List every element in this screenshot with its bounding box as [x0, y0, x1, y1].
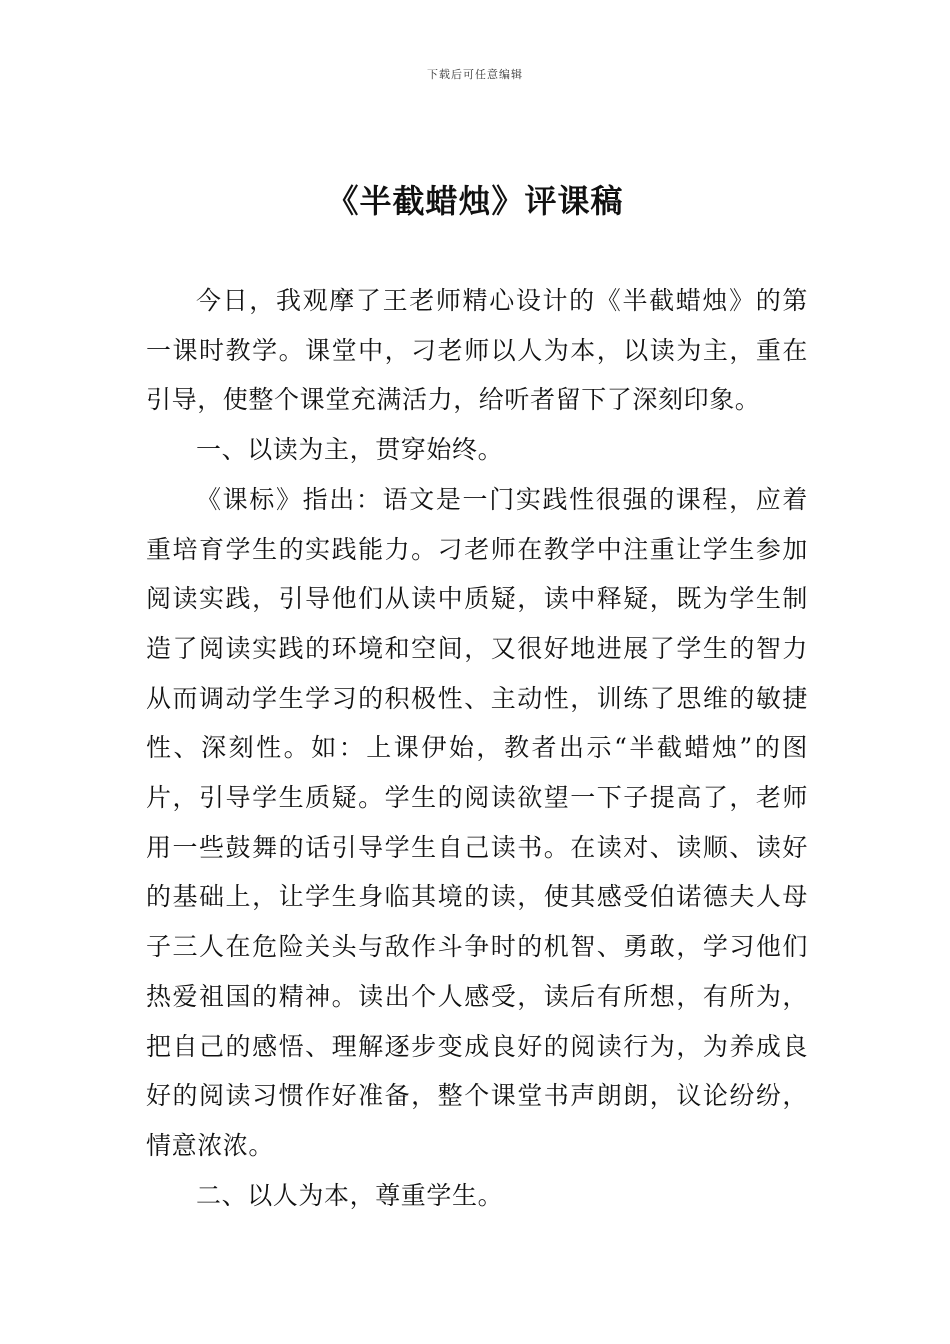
header-note: 下载后可任意编辑: [427, 68, 523, 81]
document-title: 《半截蜡烛》评课稿: [326, 182, 624, 220]
section-heading-1: 一、以读为主，贯穿始终。: [196, 435, 504, 465]
section-heading-2: 二、以人为本，尊重学生。: [196, 1180, 504, 1210]
paragraph-intro: 今日，我观摩了王老师精心设计的《半截蜡烛》的第一课时教学。课堂中，刁老师以人为本，以读为主，重在引导，使整个课堂充满活力，给听者留下了深刻印象。: [146, 286, 808, 415]
document-body: [146, 276, 808, 1220]
paragraph-section-1: 《课标》指出：语文是一门实践性很强的课程，应着重培育学生的实践能力。刁老师在教学中注重让学生参加阅读实践，引导他们从读中质疑，读中释疑，既为学生制造了阅读实践的环境和空间，又很好地进展了学生的智力从而调动学生学习的积极性、主动性，训练了思维的敏捷性、深刻性。如：上课伊始，教者出示“半截蜡烛”的图片，引导学生质疑。学生的阅读欲望一下子提高了，老师用一些鼓舞的话引导学生自己读书。在读对、读顺、读好的基础上，让学生身临其境的读，使其感受伯诺德夫人母子三人在危险关头与敌作斗争时的机智、勇敢，学习他们热爱祖国的精神。读出个人感受，读后有所想，有所为，把自己的感悟、理解逐步变成良好的阅读行为，为养成良好的阅读习惯作好准备，整个课堂书声朗朗，议论纷纷，情意浓浓。: [146, 484, 808, 1160]
